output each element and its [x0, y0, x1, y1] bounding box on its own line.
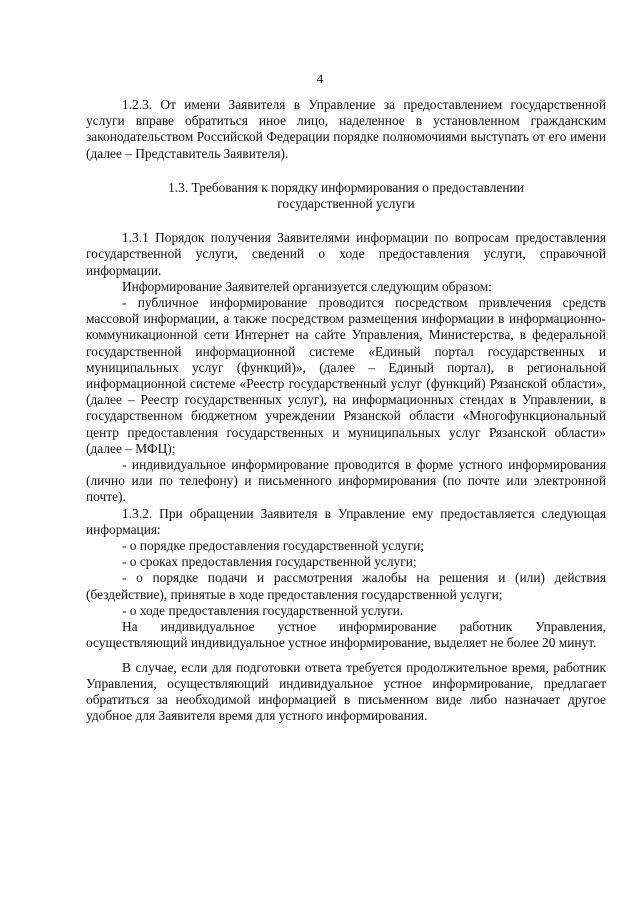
paragraph-1-2-3: 1.2.3. От имени Заявителя в Управление за предоставлением государственной услуги вправе обратиться иное лицо, наделенное в установленном гражданским законодательством Российской Федерации порядке полномочиями выступать от его имени (далее – Представитель Заявителя). — [86, 97, 606, 161]
informing-intro: Информирование Заявителей организуется следующим образом: — [122, 278, 492, 294]
paragraph-1-3-2: 1.3.2. При обращении Заявителя в Управление ему предоставляется следующая информация: — [86, 505, 606, 537]
info-item: - о сроках предоставления государственной услуги; — [122, 554, 417, 570]
document-body — [86, 97, 606, 724]
paragraph-1-3-1: 1.3.1 Порядок получения Заявителями информации по вопросам предоставления государственной услуги, сведений о ходе предоставления услуги, справочной информации. — [86, 230, 606, 278]
section-1-3-heading: 1.3. Требования к порядку информирования о предоставлении государственной услуги — [168, 179, 524, 212]
info-item: - о ходе предоставления государственной услуги. — [122, 602, 404, 618]
page-number: 4 — [316, 71, 324, 86]
oral-informing-time: На индивидуальное устное информирование работник Управления, осуществляющий индивидуальное устное информирование, выделяет не более 20 минут. — [86, 619, 606, 651]
individual-informing-item: - индивидуальное информирование проводится в форме устного информирования (лично или по телефону) и письменного информирования (по почте или электронной почте). — [86, 457, 606, 505]
info-item: - о порядке предоставления государственной услуги; — [122, 538, 425, 554]
public-informing-item: - публичное информирование проводится посредством привлечения средств массовой информации, а также посредством размещения информации в информационно-коммуникационной сети Интернет на сайте Управления, Министерства, в федеральной государственной информационной системе «Единый портал государственных и муниципальных услуг (функций)», (далее – Единый портал), в региональной информационной системе «Реестр государственный услуг (функций) Рязанской области», (далее – Реестр государственных услуг), на информационных стендах в Управлении, в государственном бюджетном учреждении Рязанской области «Многофункциональный центр предоставления государственных и муниципальных услуг Рязанской области» (далее – МФЦ); — [86, 295, 606, 456]
info-item: - о порядке подачи и рассмотрения жалобы на решения и (или) действия (бездействие), принятые в ходе предоставления государственной услуги; — [86, 570, 606, 602]
long-preparation-paragraph: В случае, если для подготовки ответа требуется продолжительное время, работник Управления, осуществляющий индивидуальное устное информирование, предлагает обратиться за необходимой информацией в письменном виде либо назначает другое удобное для Заявителя время для устного информирования. — [86, 659, 606, 724]
